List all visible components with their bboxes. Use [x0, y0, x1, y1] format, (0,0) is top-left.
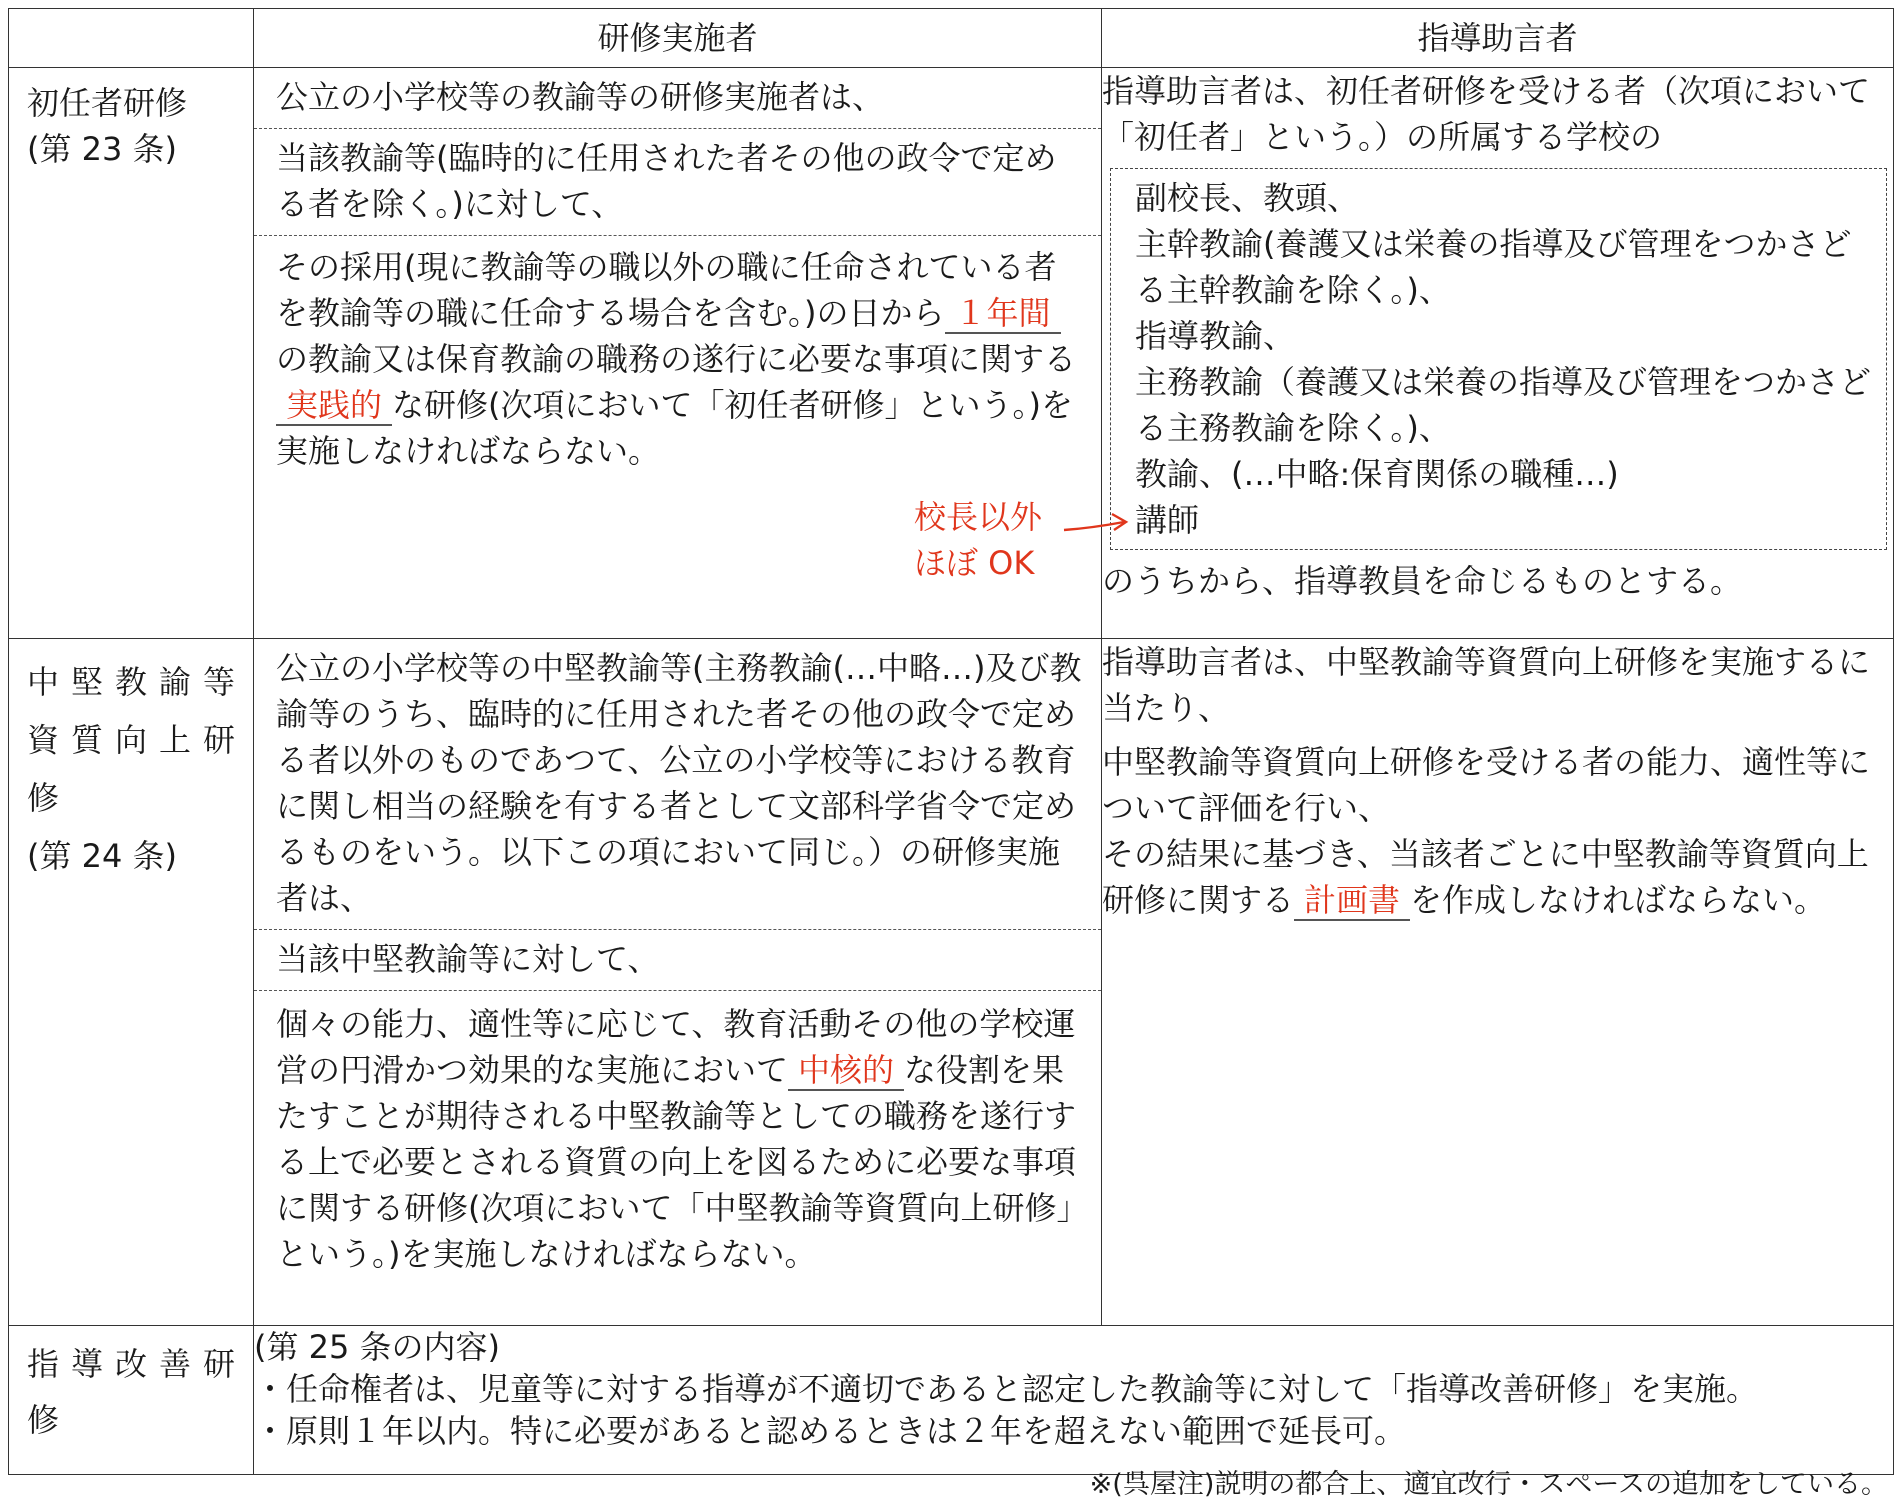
label-line: 指導改善研 — [27, 1345, 248, 1383]
role-item: 主幹教諭(養護又は栄養の指導及び管理をつかさどる主幹教諭を除く。)、 — [1135, 225, 1852, 309]
implementer-cell-midcareer — [254, 639, 1102, 1326]
arrow-right-icon — [1062, 510, 1130, 540]
advisor-cell-initial — [1102, 68, 1894, 639]
role-item: 主務教諭（養護又は栄養の指導及び管理をつかさどる主務教諭を除く。)、 — [1135, 363, 1872, 447]
adv-intro: 指導助言者は、初任者研修を受ける者（次項において「初任者」という。）の所属する学校の — [1102, 72, 1871, 156]
impl-segment-2: 当該中堅教諭等に対して、 — [254, 929, 1101, 990]
label-line: 修 — [27, 1401, 60, 1439]
row-midcareer-training — [9, 639, 1894, 1326]
label-article: (第 24 条) — [27, 837, 178, 875]
label-line: 資質向上研 — [27, 721, 248, 759]
label-line: 中堅教諭等 — [27, 663, 248, 701]
impl-segment-1: 公立の小学校等の教諭等の研修実施者は、 — [276, 78, 885, 116]
fill-blank: 実践的 — [276, 386, 392, 426]
impl-segment-2: 当該教諭等(臨時的に任用された者その他の政令で定める者を除く。)に対して、 — [254, 128, 1101, 235]
training-table — [8, 8, 1894, 1475]
annotation-note — [914, 494, 1042, 586]
advisor-role-box — [1110, 168, 1887, 550]
impl-text: その採用(現に教諭等の職以外の職に任命されている者を教諭等の職に任命する場合を含む。)の日から — [276, 248, 1057, 332]
row-label-improvement — [9, 1326, 254, 1475]
advisor-cell-midcareer — [1102, 639, 1894, 1326]
impl-segment-3 — [254, 990, 1101, 1285]
label-article: (第 23 条) — [27, 130, 178, 168]
header-empty — [9, 9, 254, 68]
role-item: 指導教諭、 — [1135, 317, 1296, 355]
improvement-line: ・任命権者は、児童等に対する指導が不適切であると認定した教諭等に対して「指導改善研修」を実施。 — [254, 1370, 1759, 1408]
adv-text: を作成しなければならない。 — [1410, 881, 1827, 919]
row-label-midcareer — [9, 639, 254, 1326]
footnote: ※(呉屋注)説明の都合上、適宜改行・スペースの追加をしている。 — [1089, 1469, 1888, 1500]
improvement-line: ・原則１年以内。特に必要があると認めるときは２年を超えない範囲で延長可。 — [254, 1412, 1407, 1450]
adv-paragraph: 指導助言者は、中堅教諭等資質向上研修を実施するに当たり、 — [1102, 643, 1871, 727]
adv-paragraph: 中堅教諭等資質向上研修を受ける者の能力、適性等について評価を行い、 — [1102, 743, 1871, 827]
improvement-line: (第 25 条の内容) — [254, 1328, 501, 1366]
adv-paragraph — [1102, 831, 1893, 923]
role-item: 副校長、教頭、 — [1135, 179, 1360, 217]
annotation-line: 校長以外 — [914, 498, 1043, 536]
improvement-content-cell — [254, 1326, 1894, 1475]
label-line: 修 — [27, 779, 60, 817]
adv-outro: のうちから、指導教員を命じるものとする。 — [1102, 562, 1743, 600]
impl-segment-3 — [254, 235, 1101, 482]
adv-text: その結果に基づき、当該者ごとに中堅教諭等資質向上研修に関する — [1102, 835, 1869, 919]
impl-text: な役割を果たすことが期待される中堅教諭等としての職務を遂行する上で必要とされる資質の向上を図るために必要な事項に関する研修(次項において「中堅教諭等資質向上研修」という。)を実施しなければならない。 — [276, 1051, 1077, 1273]
row-label-initial — [9, 68, 254, 639]
header-implementer: 研修実施者 — [254, 9, 1102, 68]
fill-blank: 計画書 — [1294, 881, 1410, 921]
fill-blank: １年間 — [945, 294, 1061, 334]
impl-text: の教諭又は保育教諭の職務の遂行に必要な事項に関する — [276, 340, 1077, 378]
label-line: 初任者研修 — [27, 84, 188, 122]
annotation-line: ほぼ OK — [914, 544, 1035, 582]
header-row — [9, 9, 1894, 68]
row-improvement-training — [9, 1326, 1894, 1475]
role-item: 講師 — [1135, 501, 1200, 539]
role-item: 教諭、(…中略:保育関係の職種…) — [1135, 455, 1619, 493]
impl-text: な研修(次項において「初任者研修」という。)を実施しなければならない。 — [276, 386, 1073, 470]
impl-segment-1: 公立の小学校等の中堅教諭等(主務教諭(…中略…)及び教諭等のうち、臨時的に任用された者その他の政令で定める者以外のものであつて、公立の小学校等における教育に関し相当の経験を有する者として文部科学省令で定めるものをいう。以下この項において同じ。）の研修実施者は、 — [276, 649, 1082, 917]
fill-blank: 中核的 — [788, 1051, 904, 1091]
header-advisor: 指導助言者 — [1102, 9, 1894, 68]
impl-text: 個々の能力、適性等に応じて、教育活動その他の学校運営の円滑かつ効果的な実施において — [276, 1005, 1076, 1089]
